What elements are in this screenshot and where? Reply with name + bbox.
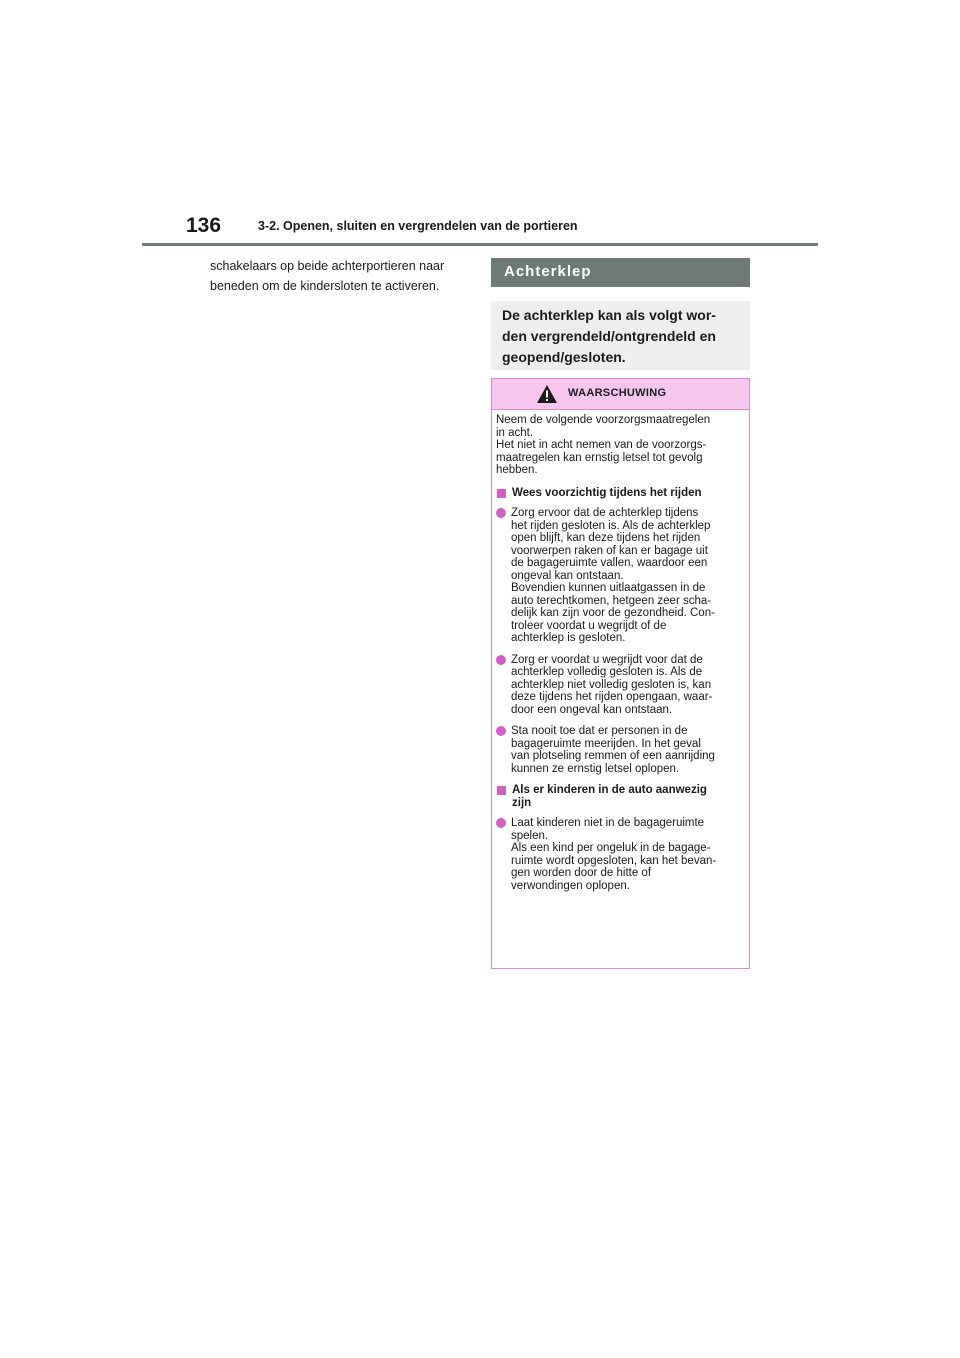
- text-line: verwondingen oplopen.: [511, 879, 630, 892]
- square-bullet-icon: [497, 489, 506, 498]
- section-intro: [491, 301, 750, 370]
- text-line: Sta nooit toe dat er personen in de: [511, 725, 688, 737]
- bullet-item: [496, 725, 741, 775]
- text-line: spelen.: [511, 829, 549, 842]
- bullet-item: [496, 507, 741, 645]
- text-line: Het niet in acht nemen van de voorzorgs-: [496, 439, 707, 451]
- text-line: gen worden door de hitte of: [511, 867, 652, 879]
- bullet-item: [496, 654, 741, 717]
- text-line: troleer voordat u wegrijdt of de: [511, 619, 667, 632]
- round-bullet-icon: [496, 655, 506, 665]
- left-column-text: [210, 256, 460, 296]
- text-line: bagageruimte meerijden. In het geval: [511, 737, 701, 750]
- warning-triangle-icon: [536, 384, 558, 404]
- text-line: Als een kind per ongeluk in de bagage-: [511, 842, 711, 854]
- subheading-children: [496, 784, 741, 809]
- warning-intro: [496, 414, 741, 477]
- subheading-line: Als er kinderen in de auto aanwezig: [512, 784, 707, 796]
- warning-header: [492, 379, 749, 410]
- text-line: ongeval kan ontstaan.: [511, 569, 624, 582]
- text-line: Zorg er voordat u wegrijdt voor dat de: [511, 653, 703, 666]
- text-line: achterklep volledig gesloten is. Als de: [511, 666, 703, 678]
- text-line: Bovendien kunnen uitlaatgassen in de: [511, 582, 706, 594]
- text-line: achterklep is gesloten.: [511, 632, 626, 644]
- text-line: achterklep niet volledig gesloten is, kan: [511, 678, 712, 691]
- text-line: open blijft, kan deze tijdens het rijden: [511, 532, 701, 544]
- text-line: kunnen ze ernstig letsel oplopen.: [511, 762, 680, 775]
- section-heading: Achterklep: [491, 258, 750, 287]
- round-bullet-icon: [496, 508, 506, 518]
- text-line: beneden om de kindersloten te activeren.: [210, 279, 440, 293]
- text-line: Neem de volgende voorzorgsmaatregelen: [496, 414, 711, 426]
- round-bullet-icon: [496, 818, 506, 828]
- text-line: Zorg ervoor dat de achterklep tijdens: [511, 507, 699, 519]
- text-line: Laat kinderen niet in de bagageruimte: [511, 817, 705, 829]
- header-divider: [142, 243, 818, 246]
- warning-body: [492, 410, 749, 892]
- text-line: voorwerpen raken of kan er bagage uit: [511, 544, 708, 557]
- text-line: delijk kan zijn voor de gezondheid. Con-: [511, 607, 715, 619]
- bullet-item: [496, 817, 741, 892]
- chapter-title: 3-2. Openen, sluiten en vergrendelen van de portieren: [258, 219, 578, 233]
- page-number: 136: [186, 214, 222, 237]
- text-line: van plotseling remmen of een aanrijding: [511, 750, 715, 762]
- square-bullet-icon: [497, 786, 506, 795]
- intro-line: den vergrendeld/ontgrendeld en: [502, 328, 716, 344]
- intro-line: geopend/gesloten.: [502, 349, 626, 365]
- warning-label: WAARSCHUWING: [568, 387, 667, 399]
- subheading-driving: [496, 487, 741, 500]
- subheading-line: zijn: [512, 796, 532, 809]
- text-line: schakelaars op beide achterportieren naar: [210, 259, 445, 273]
- text-line: het rijden gesloten is. Als de achterklep: [511, 519, 711, 532]
- intro-line: De achterklep kan als volgt wor-: [502, 307, 716, 323]
- text-line: door een ongeval kan ontstaan.: [511, 703, 673, 716]
- text-line: ruimte wordt opgesloten, kan het bevan-: [511, 854, 717, 867]
- text-line: de bagageruimte vallen, waardoor een: [511, 557, 708, 569]
- subheading-line: Wees voorzichtig tijdens het rijden: [512, 486, 702, 499]
- text-line: in acht.: [496, 426, 534, 439]
- round-bullet-icon: [496, 726, 506, 736]
- text-line: auto terechtkomen, hetgeen zeer scha-: [511, 594, 712, 607]
- warning-box: [491, 378, 750, 969]
- text-line: hebben.: [496, 464, 538, 476]
- text-line: deze tijdens het rijden opengaan, waar-: [511, 691, 713, 703]
- text-line: maatregelen kan ernstig letsel tot gevolg: [496, 451, 703, 464]
